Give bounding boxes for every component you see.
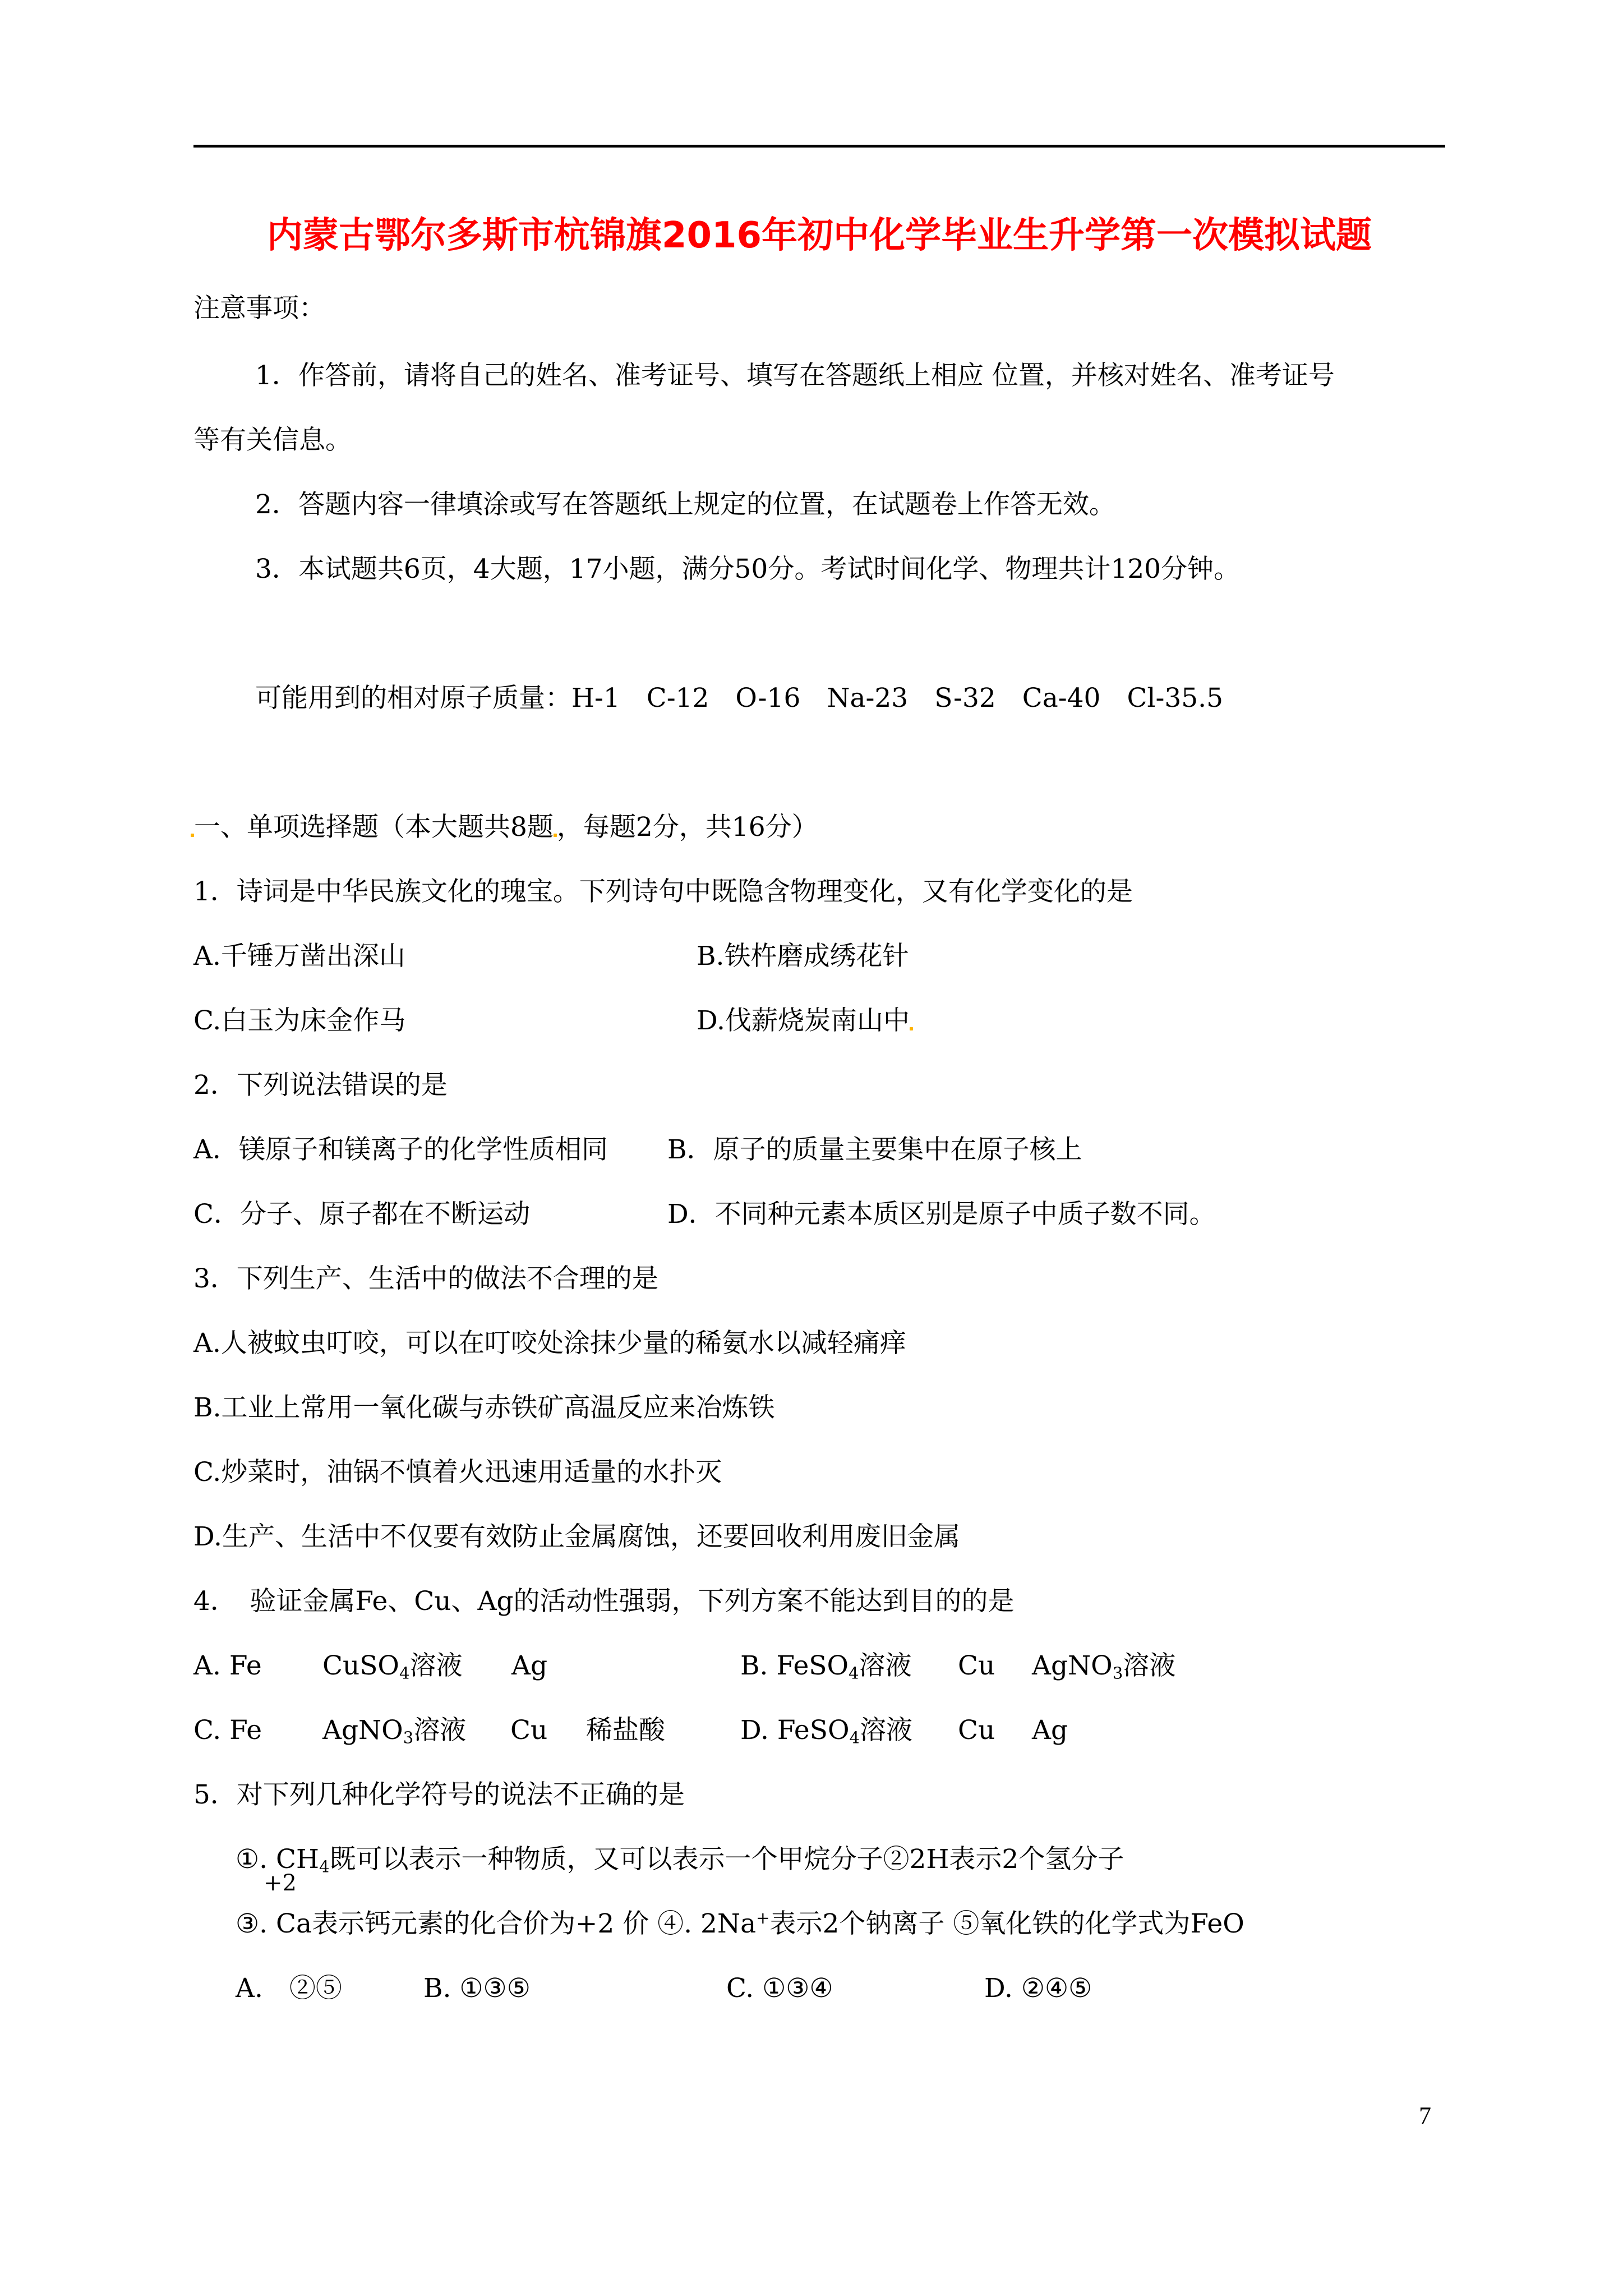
q1-option-d: D.伐薪烧炭南山中 [697, 1004, 913, 1038]
q4-option-b-solution: AgNO$_3$溶液 [1032, 1650, 1176, 1683]
q3-option-d: D.生产、生活中不仅要有效防止金属腐蚀，还要回收利用废旧金属 [193, 1521, 960, 1552]
q5-option-c: C. ①③④ [726, 1973, 833, 2004]
atomic-masses: 可能用到的相对原子质量：H-1 C-12 O-16 Na-23 S-32 Ca-40 Cl-35.5 [255, 683, 1223, 714]
q4-option-a-metal: Ag [511, 1650, 548, 1681]
q4-stem: 4． 验证金属Fe、Cu、Ag的活动性强弱，下列方案不能达到目的的是 [193, 1586, 1015, 1617]
mark-dot [910, 1027, 913, 1030]
q4-option-a-solution: CuSO$_4$溶液 [322, 1650, 463, 1683]
q3-option-c: C.炒菜时，油锅不慎着火迅速用适量的水扑灭 [193, 1457, 722, 1488]
q1-option-b: B.铁杵磨成绣花针 [697, 941, 909, 972]
q2-option-b: B．原子的质量主要集中在原子核上 [667, 1134, 1082, 1165]
q4-option-b-label: B. FeSO$_4$溶液 [740, 1650, 912, 1683]
q5-statement-1: ①. $CH_4$既可以表示一种物质，又可以表示一个甲烷分子②2H表示2个氢分子 [236, 1844, 1124, 1876]
q5-statement-3: ③. Ca表示钙元素的化合价为+2 价 ④. 2Na+表示2个钠离子 ⑤氧化铁的化学式为FeO [236, 1908, 1244, 1939]
q4-option-c-label: C. Fe [193, 1715, 262, 1746]
q4-option-c-solution: AgNO$_3$溶液 [322, 1715, 467, 1747]
page-number: 7 [1419, 2102, 1431, 2129]
q4-option-c-acid: 稀盐酸 [586, 1715, 665, 1746]
notice-item-2: 2．答题内容一律填涂或写在答题纸上规定的位置，在试题卷上作答无效。 [255, 489, 1115, 520]
q3-option-b: B.工业上常用一氧化碳与赤铁矿高温反应来冶炼铁 [193, 1392, 775, 1423]
notice-item-1: 1．作答前，请将自己的姓名、准考证号、填写在答题纸上相应 位置，并核对姓名、准考证号 [255, 360, 1335, 391]
q5-option-b: B. ①③⑤ [423, 1973, 531, 2004]
q4-option-a-label: A. Fe [193, 1650, 262, 1681]
q1-option-c: C.白玉为床金作马 [193, 1005, 406, 1036]
q2-stem: 2．下列说法错误的是 [193, 1070, 448, 1101]
q2-option-d: D．不同种元素本质区别是原子中质子数不同。 [667, 1199, 1216, 1230]
q5-option-a: A. ②⑤ [236, 1973, 342, 2004]
section-heading: 一、单项选择题（本大题共8题 ，每题2分，共16分） [191, 811, 818, 844]
q5-valence-mark: +2 [264, 1870, 297, 1896]
q4-option-d-label: D. FeSO$_4$溶液 [740, 1715, 913, 1747]
notice-heading: 注意事项： [193, 293, 325, 324]
notice-item-1-cont: 等有关信息。 [193, 425, 352, 455]
q4-option-d-metal-2: Ag [1032, 1715, 1068, 1746]
q4-option-d-metal: Cu [958, 1715, 995, 1746]
q1-option-a: A.千锤万凿出深山 [193, 941, 405, 972]
q3-option-a: A.人被蚊虫叮咬，可以在叮咬处涂抹少量的稀氨水以减轻痛痒 [193, 1328, 906, 1359]
q4-option-c-metal: Cu [510, 1715, 548, 1746]
q5-option-d: D. ②④⑤ [984, 1973, 1092, 2004]
q2-option-a: A．镁原子和镁离子的化学性质相同 [193, 1134, 608, 1165]
q3-stem: 3．下列生产、生活中的做法不合理的是 [193, 1263, 658, 1294]
q2-option-c: C．分子、原子都在不断运动 [193, 1199, 530, 1230]
exam-title: 内蒙古鄂尔多斯市杭锦旗2016年初中化学毕业生升学第一次模拟试题 [266, 215, 1372, 256]
q1-stem: 1．诗词是中华民族文化的瑰宝。下列诗句中既隐含物理变化，又有化学变化的是 [193, 876, 1133, 907]
q5-stem: 5．对下列几种化学符号的说法不正确的是 [193, 1779, 685, 1810]
header-rule [193, 145, 1445, 148]
q4-option-b-metal: Cu [958, 1650, 995, 1681]
notice-item-3: 3．本试题共6页，4大题，17小题，满分50分。考试时间化学、物理共计120分钟。 [255, 554, 1241, 585]
